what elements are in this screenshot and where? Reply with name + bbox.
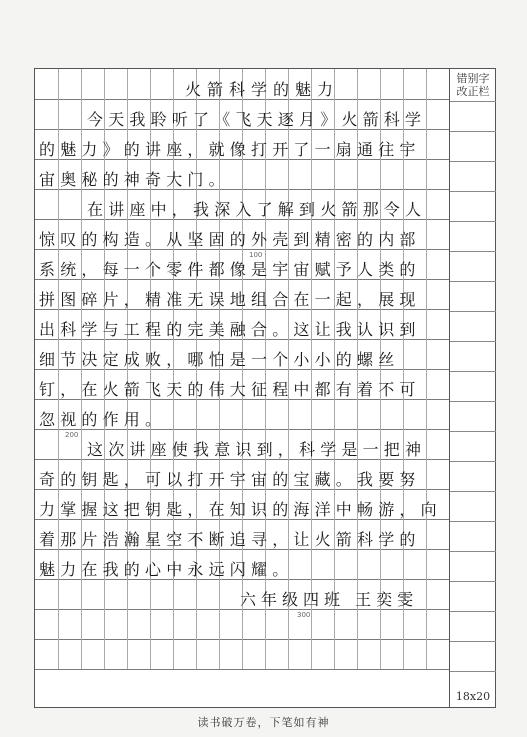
- essay-line-2: 的魅力》的讲座，就像打开了一扇通往宇: [39, 140, 421, 159]
- correction-row-line: [450, 581, 496, 582]
- correction-column: [449, 69, 496, 707]
- essay-line-7: 拼图碎片，精准无误地组合在一起，展现: [39, 290, 421, 309]
- essay-line-4: 在讲座中，我深入了解到火箭那令人: [87, 200, 427, 219]
- correction-row-line: [450, 551, 496, 552]
- correction-grid: [450, 101, 496, 671]
- grid-row-line: [35, 669, 449, 670]
- correction-row-line: [450, 161, 496, 162]
- correction-row-line: [450, 671, 496, 672]
- composition-sheet: [34, 68, 496, 708]
- correction-row-line: [450, 461, 496, 462]
- essay-line-16: 魅力在我的心中永远闪耀。: [39, 560, 294, 579]
- correction-row-line: [450, 101, 496, 102]
- essay-signature: 六年级四班 王奕雯: [240, 590, 419, 609]
- correction-row-line: [450, 281, 496, 282]
- essay-line-6: 系统，每一个零件都像是宇宙赋予人类的: [39, 260, 421, 279]
- essay-line-13: 奇的钥匙，可以打开宇宙的宝藏。我要努: [39, 470, 421, 489]
- essay-line-11: 忽视的作用。: [39, 410, 167, 429]
- correction-row-line: [450, 611, 496, 612]
- essay-line-5: 惊叹的构造。从坚固的外壳到精密的内部: [39, 230, 421, 249]
- word-count-marker-300: 300: [297, 611, 311, 619]
- essay-line-15: 着那片浩瀚星空不断追寻，让火箭科学的: [39, 530, 421, 549]
- essay-line-3: 宙奥秘的神奇大门。: [39, 170, 230, 189]
- essay-line-9: 细节决定成败，哪怕是一个小小的螺丝: [39, 350, 400, 369]
- essay-title: 火箭科学的魅力: [185, 80, 340, 99]
- correction-row-line: [450, 431, 496, 432]
- word-count-marker-200: 200: [65, 431, 79, 439]
- essay-line-10: 钉，在火箭飞天的伟大征程中都有着不可: [39, 380, 421, 399]
- correction-row-line: [450, 131, 496, 132]
- correction-row-line: [450, 371, 496, 372]
- correction-row-line: [450, 341, 496, 342]
- correction-row-line: [450, 311, 496, 312]
- correction-row-line: [450, 521, 496, 522]
- correction-row-line: [450, 221, 496, 222]
- correction-row-line: [450, 191, 496, 192]
- correction-row-line: [450, 491, 496, 492]
- grid-size-label: 18x20: [455, 690, 491, 703]
- correction-row-line: [450, 641, 496, 642]
- essay-line-1: 今天我聆听了《飞天逐月》火箭科学: [87, 110, 427, 129]
- correction-column-title: 错别字改正栏: [456, 72, 490, 98]
- essay-line-8: 出科学与工程的完美融合。这让我认识到: [39, 320, 421, 339]
- essay-line-14: 力掌握这把钥匙，在知识的海洋中畅游，向: [39, 500, 442, 519]
- correction-row-line: [450, 401, 496, 402]
- correction-row-line: [450, 251, 496, 252]
- footer-motto: 读书破万卷，下笔如有神: [197, 716, 330, 729]
- word-count-marker-100: 100: [249, 251, 263, 259]
- essay-line-12: 这次讲座使我意识到，科学是一把神: [87, 440, 427, 459]
